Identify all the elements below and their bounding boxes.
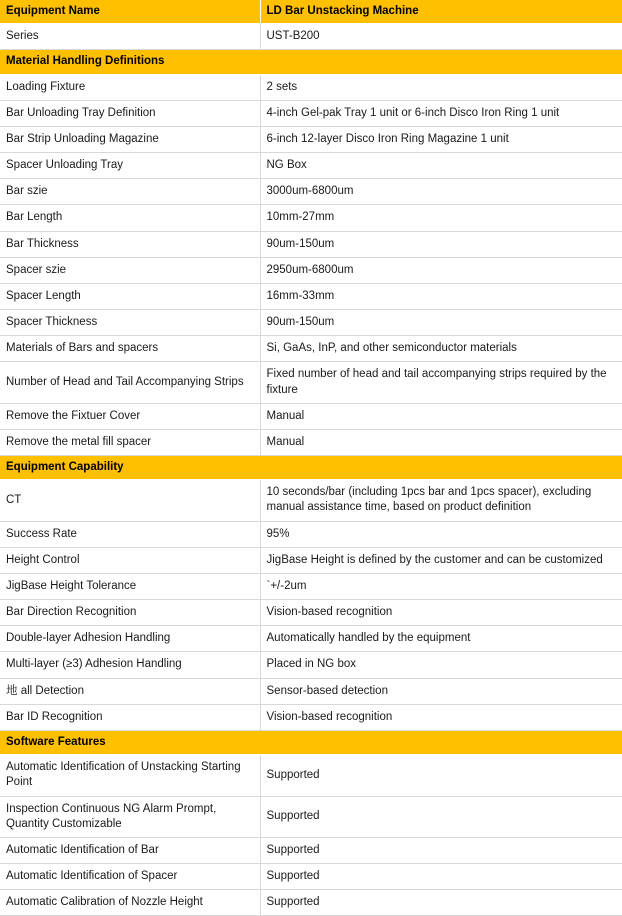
row-label: Materials of Bars and spacers [0, 336, 260, 362]
row-value: Supported [260, 890, 622, 916]
table-row [0, 429, 622, 455]
row-label: Automatic Identification of Unstacking Starting Point [0, 755, 260, 796]
row-label: Height Control [0, 547, 260, 573]
table-row [0, 573, 622, 599]
table-row [0, 257, 622, 283]
table-row [0, 755, 622, 796]
row-label: Bar Unloading Tray Definition [0, 100, 260, 126]
table-row [0, 837, 622, 863]
section-header-row [0, 456, 622, 480]
section-header-label: Material Handling Definitions [0, 50, 260, 74]
row-value: Supported [260, 755, 622, 796]
row-value: 10mm-27mm [260, 205, 622, 231]
table-row [0, 179, 622, 205]
table-row [0, 74, 622, 100]
row-value: Manual [260, 403, 622, 429]
table-header-value: LD Bar Unstacking Machine [260, 0, 622, 24]
row-value: 10 seconds/bar (including 1pcs bar and 1pcs spacer), excluding manual assistance time, based on product definition [260, 480, 622, 521]
section-header-label: Equipment Capability [0, 456, 260, 480]
table-row [0, 205, 622, 231]
row-value: Vision-based recognition [260, 600, 622, 626]
row-label: Success Rate [0, 521, 260, 547]
row-value: 16mm-33mm [260, 283, 622, 309]
row-value: 6-inch 12-layer Disco Iron Ring Magazine 1 unit [260, 126, 622, 152]
row-label: Loading Fixture [0, 74, 260, 100]
row-label: Spacer Unloading Tray [0, 153, 260, 179]
table-row [0, 480, 622, 521]
row-value: 90um-150um [260, 310, 622, 336]
table-row [0, 126, 622, 152]
row-label: Bar ID Recognition [0, 704, 260, 730]
section-header-row [0, 50, 622, 74]
table-row [0, 600, 622, 626]
row-value: Automatically handled by the equipment [260, 626, 622, 652]
row-value: UST-B200 [260, 24, 622, 50]
row-label: Bar Length [0, 205, 260, 231]
row-label: Spacer szie [0, 257, 260, 283]
row-label: Double-layer Adhesion Handling [0, 626, 260, 652]
row-value: Supported [260, 796, 622, 837]
row-value: 90um-150um [260, 231, 622, 257]
table-row [0, 521, 622, 547]
row-value: Supported [260, 864, 622, 890]
row-value: Placed in NG box [260, 652, 622, 678]
row-label: Spacer Thickness [0, 310, 260, 336]
row-label: Automatic Identification of Bar [0, 837, 260, 863]
table-row [0, 231, 622, 257]
table-row [0, 864, 622, 890]
table-row [0, 403, 622, 429]
row-label: Remove the metal fill spacer [0, 429, 260, 455]
row-label: Inspection Continuous NG Alarm Prompt, Quantity Customizable [0, 796, 260, 837]
table-row [0, 626, 622, 652]
row-label: Automatic Calibration of Nozzle Height [0, 890, 260, 916]
section-header-filler [260, 730, 622, 754]
row-value: JigBase Height is defined by the customer and can be customized [260, 547, 622, 573]
row-label: Number of Head and Tail Accompanying Strips [0, 362, 260, 403]
section-header-row [0, 730, 622, 754]
row-label: Automatic Identification of Spacer [0, 864, 260, 890]
row-value: Vision-based recognition [260, 704, 622, 730]
row-value: NG Box [260, 153, 622, 179]
row-value: Supported [260, 837, 622, 863]
table-row [0, 362, 622, 403]
row-value: 3000um-6800um [260, 179, 622, 205]
table-row [0, 547, 622, 573]
table-header-row [0, 0, 622, 24]
row-label: Bar Direction Recognition [0, 600, 260, 626]
table-row [0, 704, 622, 730]
row-value: Si, GaAs, InP, and other semiconductor materials [260, 336, 622, 362]
table-row [0, 153, 622, 179]
table-row [0, 310, 622, 336]
section-header-label: Software Features [0, 730, 260, 754]
row-value: 95% [260, 521, 622, 547]
table-row [0, 283, 622, 309]
section-header-filler [260, 456, 622, 480]
row-label: Multi-layer (≥3) Adhesion Handling [0, 652, 260, 678]
table-row [0, 678, 622, 704]
row-value: Sensor-based detection [260, 678, 622, 704]
table-row [0, 890, 622, 916]
section-header-filler [260, 50, 622, 74]
row-value: 2950um-6800um [260, 257, 622, 283]
row-label: CT [0, 480, 260, 521]
row-label: Spacer Length [0, 283, 260, 309]
table-row [0, 652, 622, 678]
row-value: 2 sets [260, 74, 622, 100]
row-label: JigBase Height Tolerance [0, 573, 260, 599]
row-label: 地 all Detection [0, 678, 260, 704]
table-row [0, 100, 622, 126]
row-label: Bar Strip Unloading Magazine [0, 126, 260, 152]
row-value: `+/-2um [260, 573, 622, 599]
row-label: Bar Thickness [0, 231, 260, 257]
table-row [0, 24, 622, 50]
row-label: Series [0, 24, 260, 50]
table-header-label: Equipment Name [0, 0, 260, 24]
row-value: Fixed number of head and tail accompanying strips required by the fixture [260, 362, 622, 403]
row-label: Remove the Fixtuer Cover [0, 403, 260, 429]
row-label: Bar szie [0, 179, 260, 205]
row-value: 4-inch Gel-pak Tray 1 unit or 6-inch Disco Iron Ring 1 unit [260, 100, 622, 126]
row-value: Manual [260, 429, 622, 455]
table-row [0, 336, 622, 362]
